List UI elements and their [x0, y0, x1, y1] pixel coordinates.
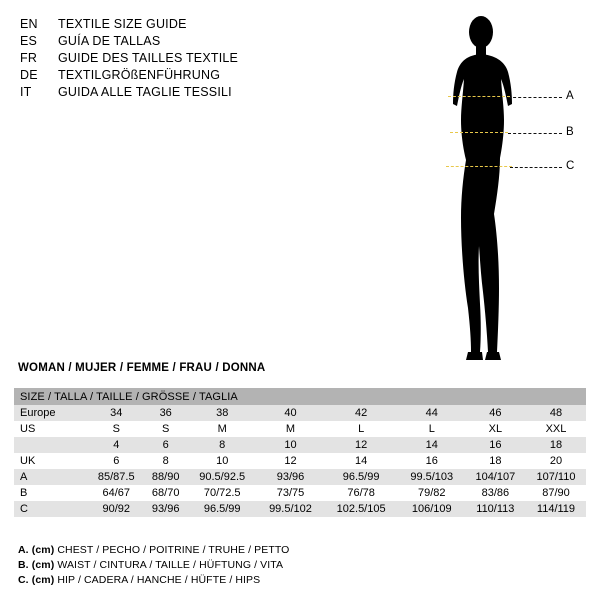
table-cell: 4 [88, 437, 145, 453]
waist-measure-band [450, 132, 508, 133]
language-title: TEXTILE SIZE GUIDE [58, 17, 187, 31]
table-cell: 20 [526, 453, 586, 469]
measure-label-b: B [566, 126, 574, 138]
table-cell: L [323, 421, 398, 437]
table-cell: 90/92 [88, 501, 145, 517]
table-cell: 8 [145, 453, 187, 469]
language-title-list [20, 16, 440, 101]
table-cell: M [258, 421, 324, 437]
table-cell: 48 [526, 405, 586, 421]
section-label-woman: WOMAN / MUJER / FEMME / FRAU / DONNA [18, 362, 266, 374]
legend-text-c: HIP / CADERA / HANCHE / HÜFTE / HIPS [57, 574, 261, 586]
table-row [14, 469, 586, 485]
body-measurement-figure [430, 8, 595, 368]
language-title: TEXTILGRÖßENFÜHRUNG [58, 68, 221, 82]
table-cell: 106/109 [399, 501, 465, 517]
table-cell: 12 [258, 453, 324, 469]
language-code: EN [20, 17, 38, 31]
table-cell: 70/72.5 [187, 485, 258, 501]
table-cell: 88/90 [145, 469, 187, 485]
hip-measure-band [446, 166, 512, 167]
table-cell: S [88, 421, 145, 437]
table-cell: 104/107 [465, 469, 526, 485]
legend-key-b: B. (cm) [18, 559, 55, 571]
table-cell: 83/86 [465, 485, 526, 501]
table-cell: 107/110 [526, 469, 586, 485]
table-cell: 14 [399, 437, 465, 453]
table-cell: 12 [323, 437, 398, 453]
table-cell: XL [465, 421, 526, 437]
table-cell: 46 [465, 405, 526, 421]
table-cell: 44 [399, 405, 465, 421]
table-cell: 18 [465, 453, 526, 469]
legend-text-b: WAIST / CINTURA / TAILLE / HÜFTUNG / VITA [57, 559, 284, 571]
table-cell: 96.5/99 [187, 501, 258, 517]
table-cell: 8 [187, 437, 258, 453]
table-header-label: SIZE / TALLA / TAILLE / GRÖSSE / TAGLIA [14, 388, 586, 405]
language-code: IT [20, 85, 32, 99]
table-row [14, 405, 586, 421]
language-row [20, 50, 440, 67]
legend-item-b [18, 558, 289, 573]
legend-key-a: A. (cm) [18, 544, 55, 556]
language-row [20, 67, 440, 84]
table-cell: 6 [88, 453, 145, 469]
table-cell: 36 [145, 405, 187, 421]
waist-leader-line [508, 133, 562, 134]
table-cell: 18 [526, 437, 586, 453]
table-cell: 102.5/105 [323, 501, 398, 517]
table-cell: 42 [323, 405, 398, 421]
legend-text-a: CHEST / PECHO / POITRINE / TRUHE / PETTO [57, 544, 290, 556]
row-label: US [14, 421, 88, 437]
row-label: B [14, 485, 88, 501]
table-cell: 90.5/92.5 [187, 469, 258, 485]
table-cell: 10 [187, 453, 258, 469]
language-code: FR [20, 51, 38, 65]
table-cell: 96.5/99 [323, 469, 398, 485]
table-header-row [14, 388, 586, 405]
table-cell: 110/113 [465, 501, 526, 517]
table-cell: 6 [145, 437, 187, 453]
language-code: ES [20, 34, 38, 48]
table-cell: 68/70 [145, 485, 187, 501]
table-cell: S [145, 421, 187, 437]
woman-silhouette-icon [430, 8, 595, 368]
table-cell: 40 [258, 405, 324, 421]
legend-key-c: C. (cm) [18, 574, 55, 586]
size-table [14, 388, 586, 517]
table-cell: 38 [187, 405, 258, 421]
chest-leader-line [508, 97, 562, 98]
row-label: A [14, 469, 88, 485]
table-cell: 99.5/102 [258, 501, 324, 517]
row-label: Europe [14, 405, 88, 421]
table-cell: 73/75 [258, 485, 324, 501]
language-row [20, 84, 440, 101]
table-cell: M [187, 421, 258, 437]
table-row [14, 453, 586, 469]
table-cell: XXL [526, 421, 586, 437]
row-label: C [14, 501, 88, 517]
table-cell: 16 [399, 453, 465, 469]
table-cell: 76/78 [323, 485, 398, 501]
table-cell: 99.5/103 [399, 469, 465, 485]
table-cell: 14 [323, 453, 398, 469]
table-cell: 93/96 [258, 469, 324, 485]
table-cell: 114/119 [526, 501, 586, 517]
table-row [14, 421, 586, 437]
table-cell: L [399, 421, 465, 437]
table-cell: 64/67 [88, 485, 145, 501]
table-row [14, 501, 586, 517]
language-title: GUIDE DES TAILLES TEXTILE [58, 51, 239, 65]
measurement-legend [18, 543, 289, 588]
hip-leader-line [510, 167, 562, 168]
table-cell: 79/82 [399, 485, 465, 501]
language-code: DE [20, 68, 38, 82]
chest-measure-band [448, 96, 510, 97]
measure-label-a: A [566, 90, 574, 102]
table-cell: 85/87.5 [88, 469, 145, 485]
language-row [20, 33, 440, 50]
measure-label-c: C [566, 160, 575, 172]
legend-item-c [18, 573, 289, 588]
table-cell: 93/96 [145, 501, 187, 517]
language-title: GUÍA DE TALLAS [58, 34, 161, 48]
table-row [14, 485, 586, 501]
language-row [20, 16, 440, 33]
row-label: UK [14, 453, 88, 469]
table-cell: 34 [88, 405, 145, 421]
table-cell: 16 [465, 437, 526, 453]
language-title: GUIDA ALLE TAGLIE TESSILI [58, 85, 232, 99]
legend-item-a [18, 543, 289, 558]
table-cell: 10 [258, 437, 324, 453]
row-label [14, 437, 88, 453]
table-row [14, 437, 586, 453]
table-cell: 87/90 [526, 485, 586, 501]
